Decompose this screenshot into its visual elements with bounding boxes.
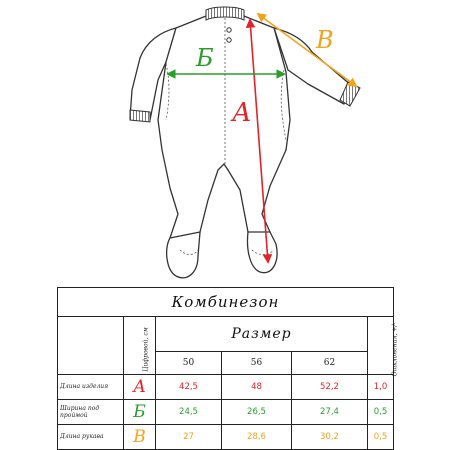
value-b-56: 26,5 (222, 399, 292, 424)
value-b-50: 24,5 (156, 399, 222, 424)
row-letter-v: В (124, 424, 156, 449)
size-col-56: 56 (222, 351, 292, 374)
value-b-62: 27,4 (292, 399, 368, 424)
row-label-length: Длина изделия (58, 374, 124, 399)
size-header: Размер (156, 317, 368, 352)
deviation-header: Отклонения, +/- (391, 322, 399, 377)
symbol-header: Цифровой, см (142, 327, 150, 372)
tolerance-a: 1,0 (368, 374, 394, 399)
value-a-50: 42,5 (156, 374, 222, 399)
value-a-62: 52,2 (292, 374, 368, 399)
symbol-header-cell (124, 317, 156, 375)
size-col-50: 50 (156, 351, 222, 374)
romper-outline (130, 16, 352, 278)
deviation-header-cell (368, 317, 399, 377)
measure-b-label: Б (196, 44, 214, 72)
row-letter-b: Б (124, 399, 156, 424)
value-v-56: 28,6 (222, 424, 292, 449)
size-table (57, 287, 399, 450)
value-a-56: 48 (222, 374, 292, 399)
table-row (58, 374, 394, 399)
row-letter-a: А (124, 374, 156, 399)
row-label-sleeve: Длина рукава (58, 424, 124, 449)
measure-a-label: А (232, 98, 252, 128)
tolerance-v: 0,5 (368, 424, 394, 449)
table-row (58, 399, 394, 424)
table-corner (58, 317, 124, 375)
table-row (58, 424, 394, 449)
tolerance-b: 0,5 (368, 399, 394, 424)
value-v-50: 27 (156, 424, 222, 449)
size-col-62: 62 (292, 351, 368, 374)
table-title: Комбинезон (58, 288, 394, 317)
row-label-width: Ширина под проймой (58, 399, 124, 424)
value-v-62: 30,2 (292, 424, 368, 449)
measure-v-label: В (316, 26, 334, 54)
left-cuff-rib (130, 110, 150, 122)
